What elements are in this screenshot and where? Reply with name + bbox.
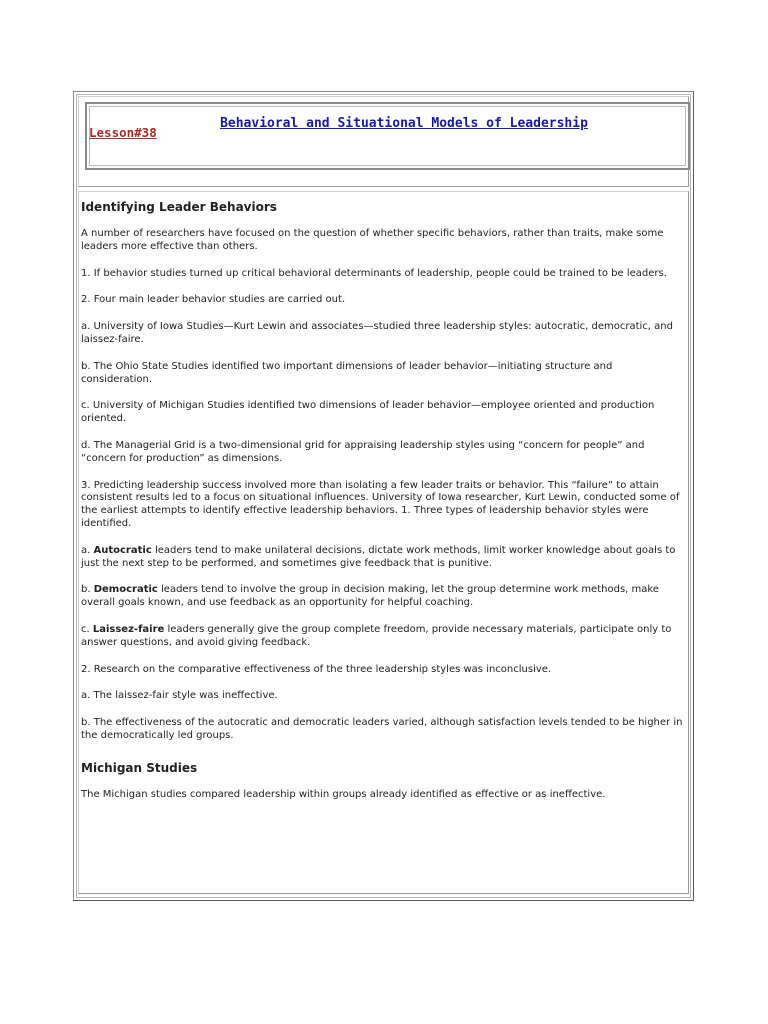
style-prefix: c.	[81, 623, 93, 635]
paragraph: c. University of Michigan Studies identified two dimensions of leader behavior—employee oriented and production oriented.	[81, 400, 655, 425]
paragraph: 3. Predicting leadership success involved more than isolating a few leader traits or behavior. This “failure” to attain consistent results led to a focus on situational influences. University of Iowa researcher, Kurt Lewin, conducted some of the earliest attempts to identify effective leadership behaviors. 1. Three types of leadership behavior styles were identified.	[81, 479, 680, 529]
style-term: Autocratic	[93, 544, 152, 556]
paragraph: b. The Ohio State Studies identified two important dimensions of leader behavior—initiating structure and consideration.	[81, 360, 613, 385]
paragraph: The Michigan studies compared leadership within groups already identified as effective or as ineffective.	[81, 788, 606, 800]
lesson-table	[73, 91, 694, 901]
paragraph: a. The laissez-fair style was ineffective.	[81, 690, 278, 702]
lesson-title: Behavioral and Situational Models of Leadership	[220, 116, 588, 131]
style-prefix: a.	[81, 544, 94, 556]
lesson-content	[81, 200, 686, 816]
paragraph: b. The effectiveness of the autocratic and democratic leaders varied, although satisfaction levels tended to be higher in the democratically led groups.	[81, 717, 683, 741]
style-paragraph-democratic	[81, 584, 686, 610]
body-cell	[78, 191, 689, 894]
paragraph: d. The Managerial Grid is a two-dimensional grid for appraising leadership styles using “concern for people” and “concern for production” as dimensions.	[81, 439, 645, 464]
paragraph: a. University of Iowa Studies—Kurt Lewin and associates—studied three leadership styles: autocratic, democratic, and laissez-faire.	[81, 321, 673, 345]
section-heading-identifying-leader-behaviors: Identifying Leader Behaviors	[81, 200, 277, 214]
header-cell	[78, 96, 689, 187]
style-term: Democratic	[93, 584, 158, 596]
section-heading-michigan-studies: Michigan Studies	[81, 760, 198, 775]
style-description: leaders tend to involve the group in decision making, let the group determine work methods, make overall goals known, and use feedback as an opportunity for helpful coaching.	[81, 584, 659, 609]
paragraph: 1. If behavior studies turned up critical behavioral determinants of leadership, people could be trained to be leaders.	[81, 267, 667, 279]
style-prefix: b.	[81, 584, 94, 596]
paragraph: A number of researchers have focused on the question of whether specific behaviors, rather than traits, make some leaders more effective than others.	[81, 228, 664, 252]
lesson-number: Lesson#38	[89, 125, 157, 140]
style-description: leaders tend to make unilateral decisions, dictate work methods, limit worker knowledge about goals to just the next step to be performed, and sometimes give feedback that is punitive.	[81, 544, 676, 569]
paragraph: 2. Four main leader behavior studies are carried out.	[81, 294, 346, 306]
header-box	[85, 102, 690, 170]
paragraph: 2. Research on the comparative effectiveness of the three leadership styles was inconclusive.	[81, 663, 552, 675]
style-term: Laissez-faire	[92, 623, 165, 635]
style-paragraph-autocratic	[81, 545, 686, 571]
style-paragraph-laissez-faire	[81, 624, 686, 650]
style-description: leaders generally give the group complete freedom, provide necessary materials, participate only to answer questions, and avoid giving feedback.	[81, 623, 672, 648]
